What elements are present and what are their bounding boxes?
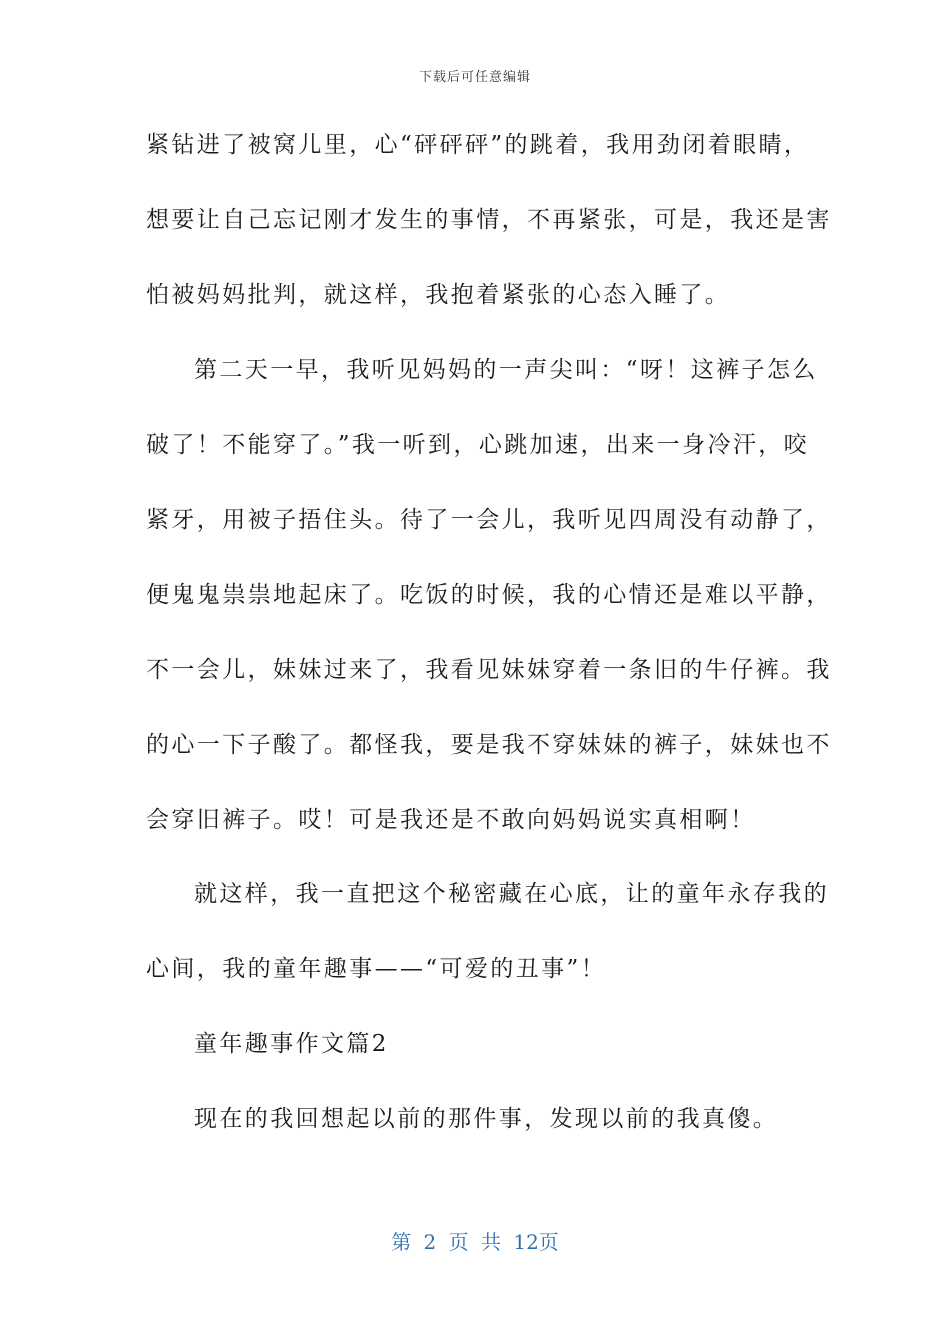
text-line: 破了！不能穿了。”我一听到，心跳加速，出来一身冷汗，咬 [146, 432, 810, 458]
text-line: 紧钻进了被窝儿里，心“砰砰砰”的跳着，我用劲闭着眼睛， [146, 132, 810, 158]
text-line: 不一会儿，妹妹过来了，我看见妹妹穿着一条旧的牛仔裤。我 [146, 657, 832, 683]
text-line: 紧牙，用被子捂住头。待了一会儿，我听见四周没有动静了， [146, 507, 832, 533]
paragraph-start-line: 第二天一早，我听见妈妈的一声尖叫：“呀！这裤子怎么 [194, 357, 818, 383]
paragraph-start-line: 现在的我回想起以前的那件事，发现以前的我真傻。 [194, 1106, 779, 1132]
text-line: 想要让自己忘记刚才发生的事情，不再紧张，可是，我还是害 [146, 207, 832, 233]
section-heading: 童年趣事作文篇2 [194, 1031, 389, 1057]
text-line: 的心一下子酸了。都怪我，要是我不穿妹妹的裤子，妹妹也不 [146, 732, 832, 758]
text-line: 会穿旧裤子。哎！可是我还是不敢向妈妈说实真相啊！ [146, 807, 756, 833]
text-line: 怕被妈妈批判，就这样，我抱着紧张的心态入睡了。 [146, 282, 731, 308]
page-number-footer: 第 2 页 共 12页 [391, 1230, 559, 1254]
text-line: 便鬼鬼祟祟地起床了。吃饭的时候，我的心情还是难以平静， [146, 582, 832, 608]
paragraph-start-line: 就这样，我一直把这个秘密藏在心底，让的童年永存我的 [194, 881, 829, 907]
page-header: 下载后可任意编辑 [418, 70, 531, 85]
text-line: 心间，我的童年趣事——“可爱的丑事”！ [146, 956, 607, 982]
